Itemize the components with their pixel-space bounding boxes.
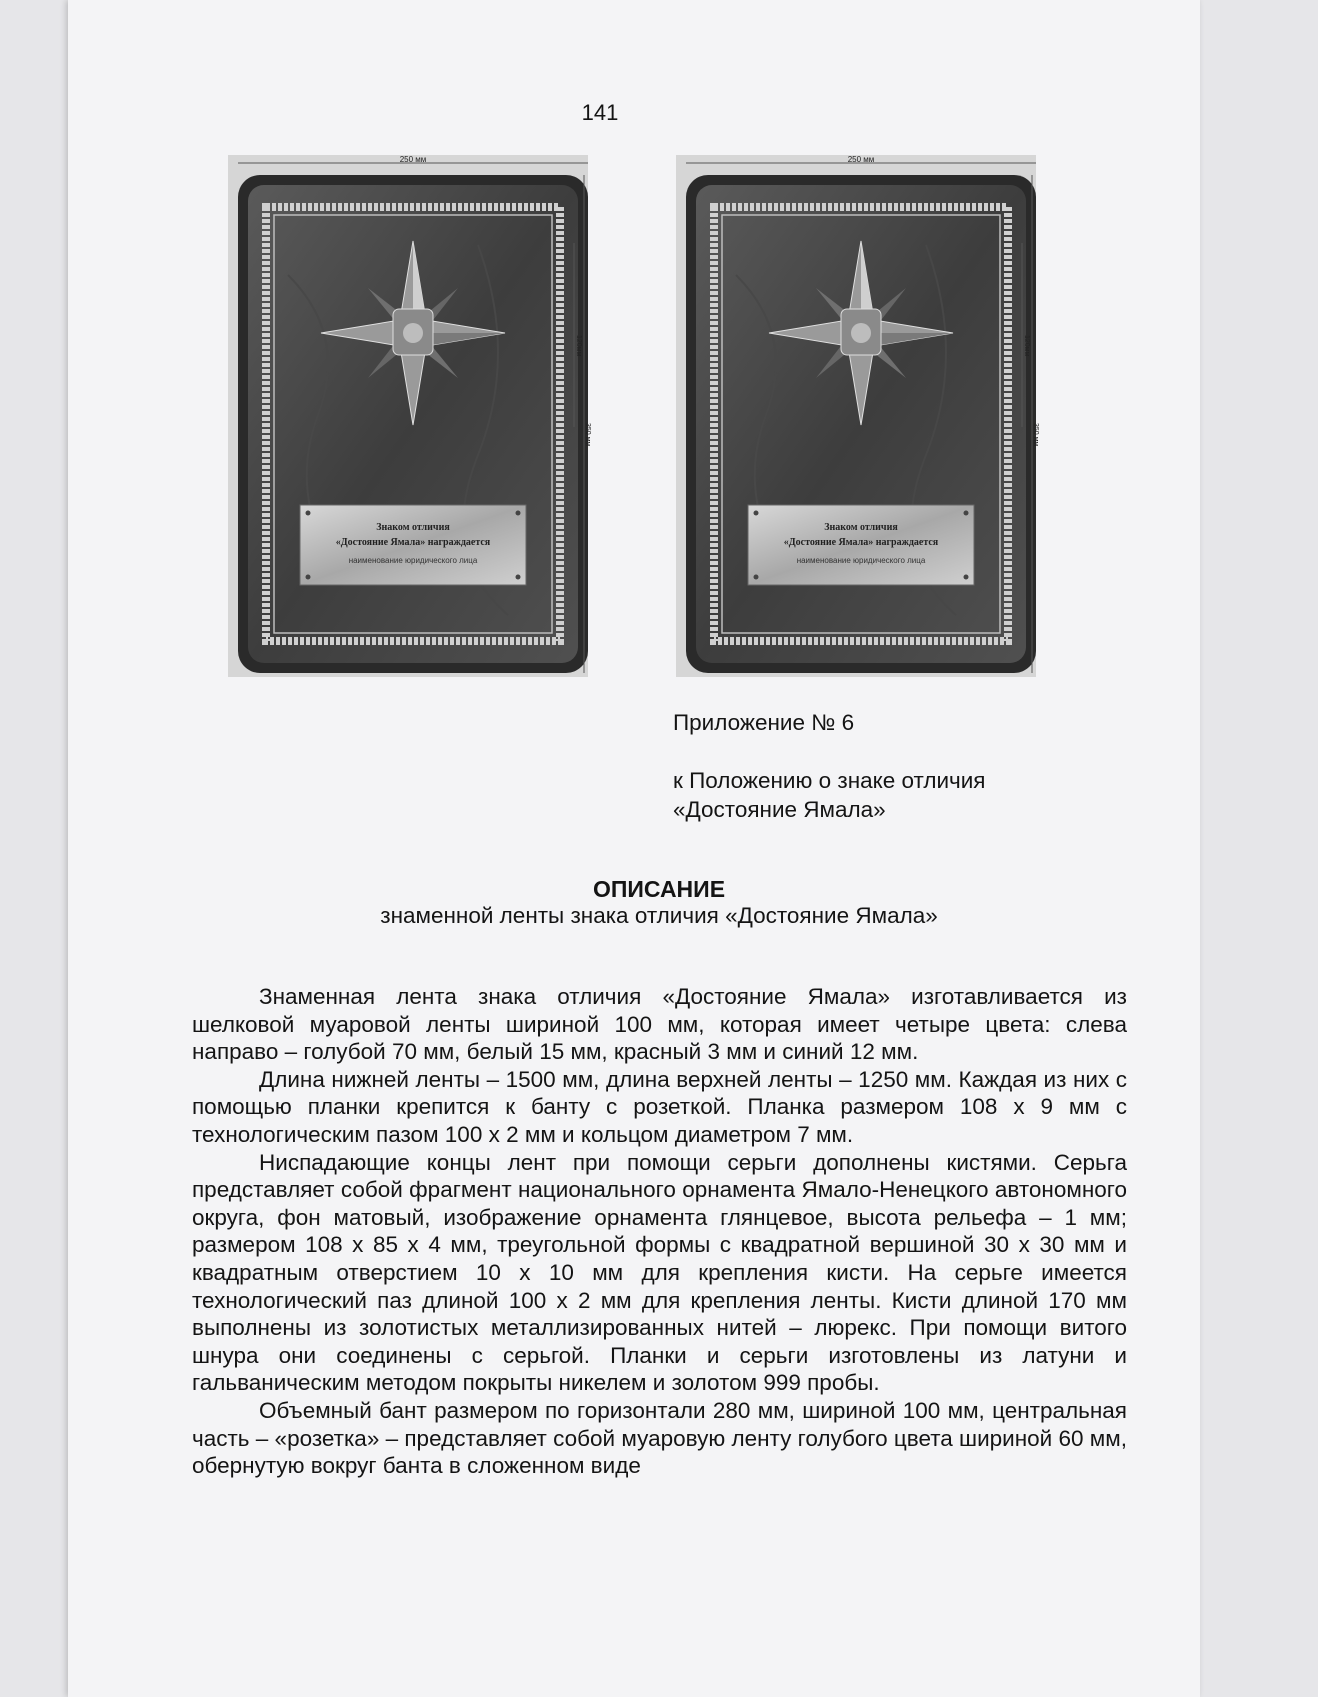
paragraph: Ниспадающие концы лент при помощи серьги дополнены кистями. Серьга представляет собой фрагмент национального орнамента Ямало-Ненецкого автономного округа, фон матовый, изображение орнамента глянцевое, высота рельефа – 1 мм; размером 108 x 85 x 4 мм, треугольной формы с квадратной вершиной 30 x 30 мм и квадратным отверстием 10 x 10 мм для крепления кисти. На серьге имеется технологический паз длиной 100 x 2 мм для крепления ленты. Кисти длиной 170 мм выполнены из золотистых металлизированных нитей – люрекс. При помощи витого шнура они соединены с серьгой. Планки и серьги изготовлены из латуни и гальваническим методом покрыты никелем и золотом 999 пробы.	[192, 1149, 1127, 1396]
emblem-dimension-label: 120мм	[1023, 335, 1030, 357]
appendix-reference-line2: «Достояние Ямала»	[673, 797, 886, 822]
height-dimension-label: 350 мм	[1032, 423, 1039, 447]
document-heading: ОПИСАНИЕ	[592, 876, 726, 902]
paragraph: Объемный бант размером по горизонтали 280 мм, шириной 100 мм, центральная часть – «розетка» – представляет собой муаровую ленту голубого цвета шириной 60 мм, обернутую вокруг банта в сложенном виде	[192, 1397, 1127, 1479]
appendix-reference	[673, 766, 1143, 824]
paragraph: Знаменная лента знака отличия «Достояние Ямала» изготавливается из шелковой муаровой ленты шириной 100 мм, которая имеет четыре цвета: слева направо – голубой 70 мм, белый 15 мм, красный 3 мм и синий 12 мм.	[192, 984, 1127, 1065]
plate-line2: «Достояние Ямала» награждается	[783, 537, 939, 548]
plate-line2: «Достояние Ямала» награждается	[335, 537, 491, 548]
plate-line3: наименование юридического лица	[796, 556, 926, 565]
plaque-image-left	[228, 155, 591, 677]
plate-line1: Знаком отличия	[824, 522, 898, 533]
appendix-number: Приложение № 6	[673, 710, 855, 735]
plate-line3: наименование юридического лица	[348, 556, 478, 565]
width-dimension-label: 250 мм	[399, 155, 427, 164]
body-text	[192, 983, 1127, 1480]
width-dimension-label: 250 мм	[847, 155, 875, 164]
paragraph: Длина нижней ленты – 1500 мм, длина верхней ленты – 1250 мм. Каждая из них с помощью планки крепится к банту с розеткой. Планка размером 108 x 9 мм с технологическим пазом 100 x 2 мм и кольцом диаметром 7 мм.	[192, 1066, 1127, 1147]
appendix-reference-line1: к Положению о знаке отличия	[673, 768, 986, 793]
plate-line1: Знаком отличия	[376, 522, 450, 533]
emblem-dimension-label: 120мм	[575, 335, 582, 357]
page-number: 141	[581, 100, 619, 125]
document-subheading: знаменной ленты знака отличия «Достояние Ямала»	[380, 903, 938, 928]
height-dimension-label: 350 мм	[584, 423, 591, 447]
plaque-image-right	[676, 155, 1039, 677]
